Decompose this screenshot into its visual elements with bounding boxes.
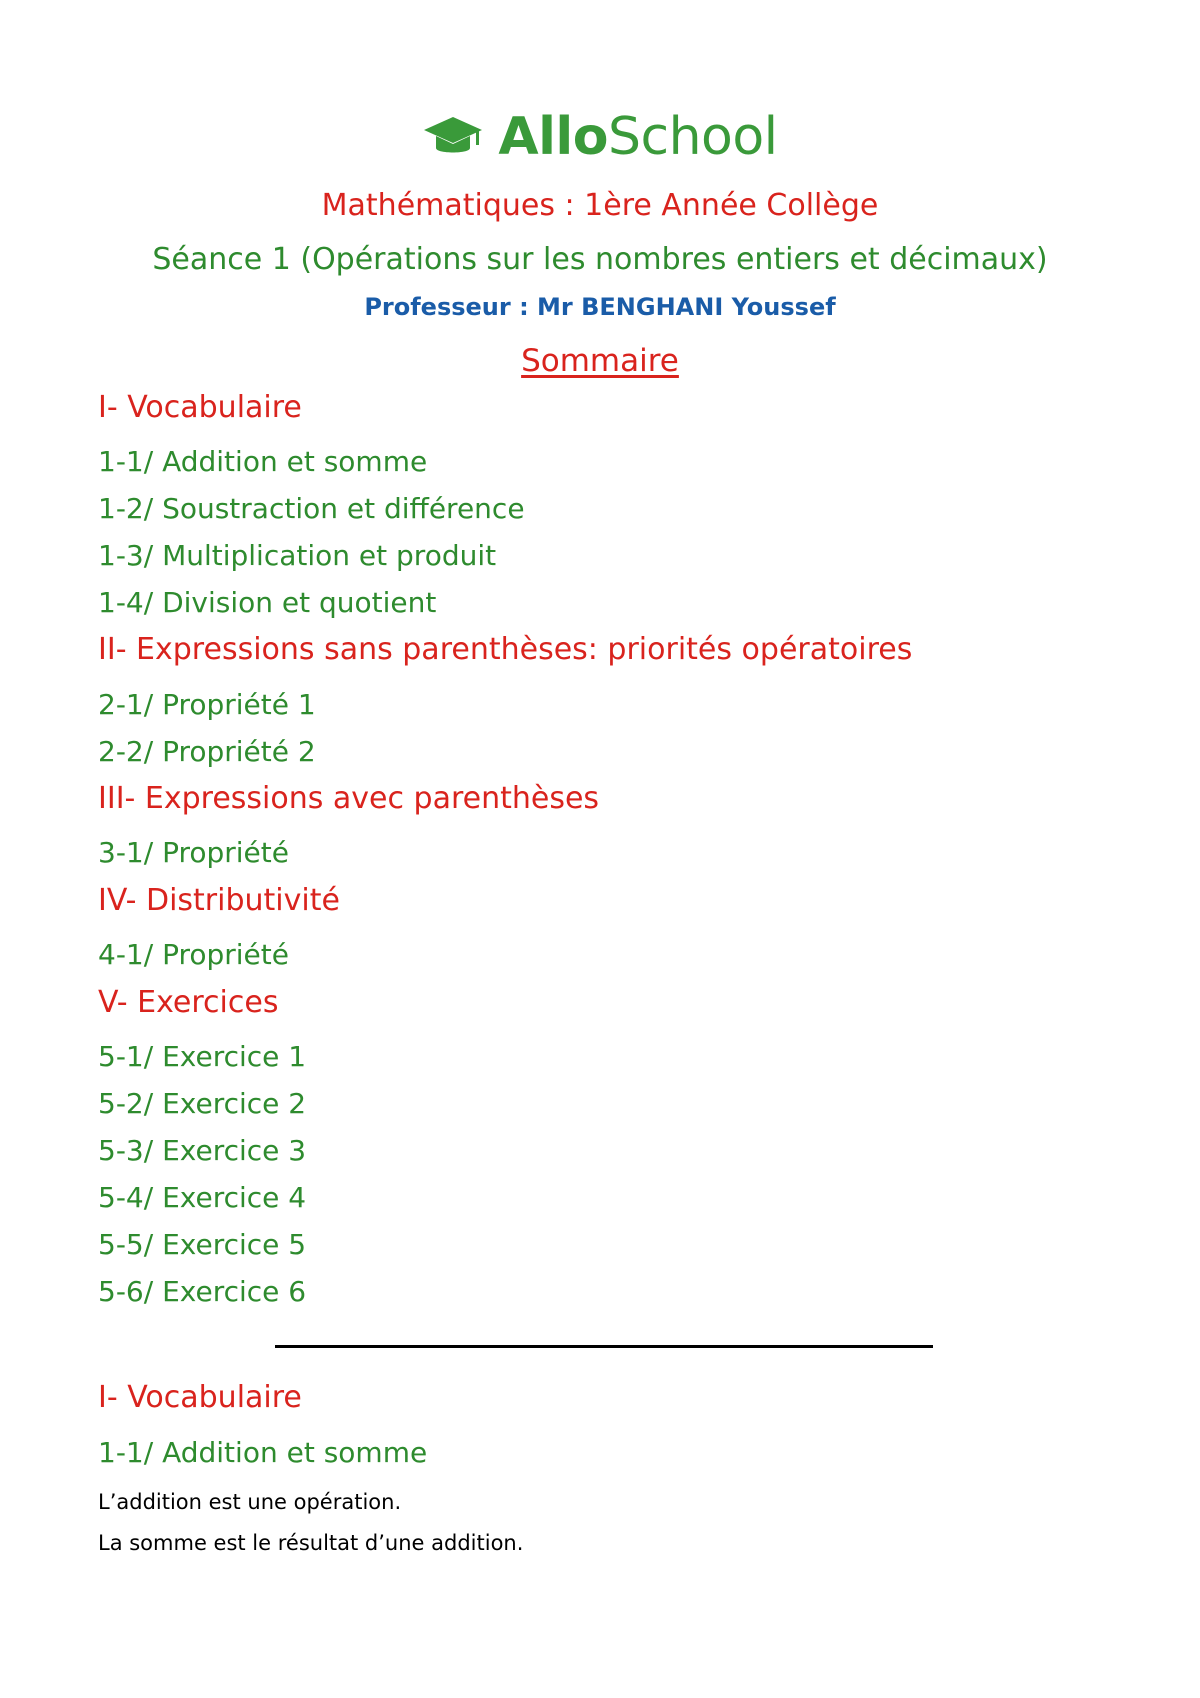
toc-item-division: 1-4/ Division et quotient	[98, 586, 437, 619]
paragraph-addition-operation: L’addition est une opération.	[98, 1490, 402, 1514]
sommaire-title: Sommaire	[521, 343, 679, 379]
toc-item-soustraction: 1-2/ Soustraction et différence	[98, 492, 525, 525]
toc-item-distributivite: IV- Distributivité	[98, 883, 340, 918]
graduation-cap-icon	[422, 113, 484, 161]
logo-text-bold: Allo	[498, 107, 608, 167]
paragraph-somme-resultat: La somme est le résultat d’une addition.	[98, 1531, 524, 1555]
toc-item-exercices: V- Exercices	[98, 985, 279, 1020]
toc-item-addition: 1-1/ Addition et somme	[98, 445, 428, 478]
toc-item-propriete-2-1: 2-1/ Propriété 1	[98, 688, 316, 721]
toc-item-propriete-4-1: 4-1/ Propriété	[98, 938, 289, 971]
logo-text-regular: School	[607, 107, 778, 167]
toc-item-exercice-6: 5-6/ Exercice 6	[98, 1275, 307, 1308]
subject-title: Mathématiques : 1ère Année Collège	[321, 188, 879, 223]
subsection-title-addition: 1-1/ Addition et somme	[98, 1436, 428, 1469]
section-title-vocabulaire: I- Vocabulaire	[98, 1380, 302, 1415]
toc-item-exercice-3: 5-3/ Exercice 3	[98, 1134, 307, 1167]
toc-item-exercice-2: 5-2/ Exercice 2	[98, 1087, 307, 1120]
toc-item-propriete-2-2: 2-2/ Propriété 2	[98, 735, 316, 768]
toc-item-propriete-3-1: 3-1/ Propriété	[98, 836, 289, 869]
toc-item-exercice-4: 5-4/ Exercice 4	[98, 1181, 307, 1214]
toc-item-exercice-5: 5-5/ Exercice 5	[98, 1228, 307, 1261]
horizontal-divider	[275, 1345, 933, 1348]
toc-item-vocabulaire: I- Vocabulaire	[98, 390, 302, 425]
toc-item-multiplication: 1-3/ Multiplication et produit	[98, 539, 497, 572]
seance-title: Séance 1 (Opérations sur les nombres entiers et décimaux)	[152, 242, 1048, 277]
alloschool-logo	[0, 108, 1200, 166]
toc-item-expressions-sans-parentheses: II- Expressions sans parenthèses: priorités opératoires	[98, 632, 913, 667]
professor-name: Professeur : Mr BENGHANI Youssef	[364, 293, 836, 321]
logo-text	[498, 108, 777, 166]
toc-item-expressions-avec-parentheses: III- Expressions avec parenthèses	[98, 781, 600, 816]
toc-item-exercice-1: 5-1/ Exercice 1	[98, 1040, 307, 1073]
